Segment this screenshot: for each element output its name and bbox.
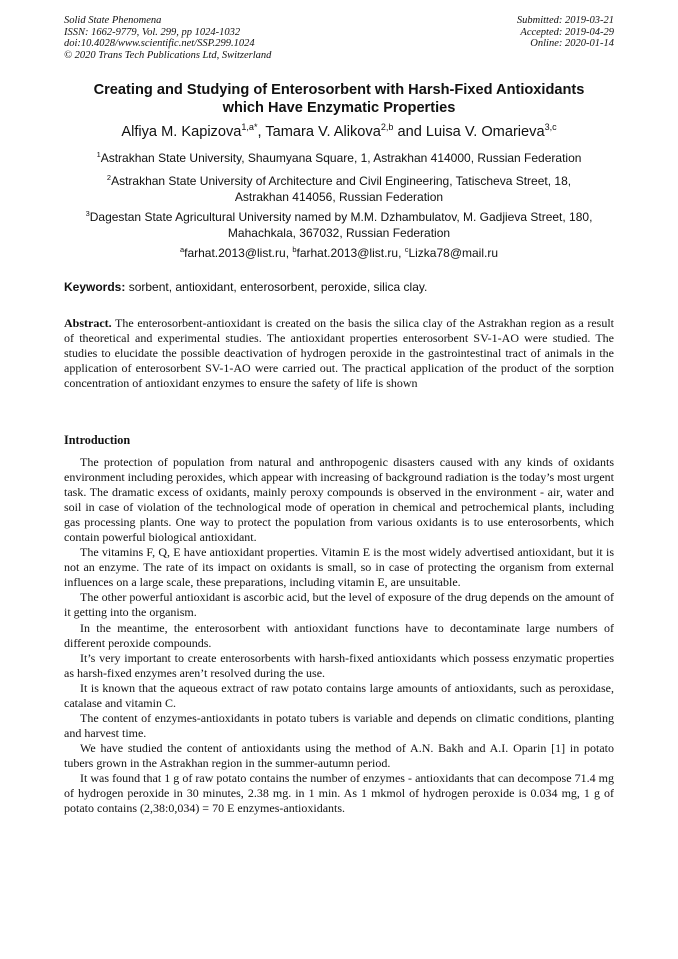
author-separator: , (257, 124, 266, 140)
affiliation-line (64, 173, 614, 189)
body-paragraph: We have studied the content of antioxidants using the method of A.N. Bakh and A.I. Oparin [1] in potato tubers grown in the Astrakhan region in the summer-autumn period. (64, 740, 614, 770)
email-link[interactable]: farhat.2013@list.ru (184, 246, 286, 260)
body-paragraph: The other powerful antioxidant is ascorbic acid, but the level of exposure of the drug depends on the amount of it getting into the organism. (64, 590, 614, 620)
email-mark: c (404, 245, 409, 254)
affiliation-mark: 1 (96, 150, 101, 159)
author-emails (64, 245, 614, 261)
affiliation-text: Astrakhan State University, Shaumyana Square, 1, Astrakhan 414000, Russian Federation (100, 151, 582, 165)
affiliation-line (64, 209, 614, 225)
email-mark: a (179, 245, 185, 254)
section-heading-introduction: Introduction (64, 433, 131, 447)
affiliation-mark: 3 (85, 209, 90, 218)
author-affiliation-mark: 1,a* (241, 122, 258, 133)
email-mark: b (292, 245, 297, 254)
author-separator: and (393, 124, 426, 140)
author-name: Luisa V. Omarieva (425, 124, 545, 140)
affiliation (64, 173, 614, 205)
affiliation-text: Astrakhan State University of Architecture and Civil Engineering, Tatischeva Street, 18, (111, 174, 572, 188)
abstract-label: Abstract. (64, 316, 112, 330)
author-list (60, 123, 618, 141)
body-paragraph: It was found that 1 g of raw potato contains the number of enzymes - antioxidants that can decompose 71.4 mg of hydrogen peroxide in 30 minutes, 2.38 mg. in 1 min. As 1 mkmol of hydrogen peroxide is 0.034 mg, 1 g of potato contains (2,38:0,034) = 70 E enzymes-antioxidants. (64, 770, 614, 816)
body-paragraph: The vitamins F, Q, E have antioxidant properties. Vitamin E is the most widely advertised antioxidant, but it is not an enzyme. The rate of its impact on oxidants is small, so in case of protecting the organism from external influences on a large scale, these preparations, including vitamin E, are unsuitable. (64, 545, 614, 590)
author-name: Alfiya M. Kapizova (121, 124, 242, 140)
affiliation-line: Mahachkala, 367032, Russian Federation (227, 226, 451, 240)
affiliation-line: Astrakhan 414056, Russian Federation (234, 190, 444, 204)
affiliation-mark: 2 (106, 173, 112, 182)
author-name: Tamara V. Alikova (265, 124, 381, 140)
online-date: Online: 2020-01-14 (530, 38, 614, 50)
paper-title (60, 81, 618, 117)
paper-title-line: which Have Enzymatic Properties (222, 100, 456, 116)
author-affiliation-mark: 3,c (544, 122, 557, 133)
paper-title-line: Creating and Studying of Enterosorbent with Harsh-Fixed Antioxidants (93, 82, 585, 98)
abstract-text: The enterosorbent-antioxidant is created on the basis the silica clay of the Astrakhan region as a result of theoretical and experimental studies. The antioxidant properties enterosorbent SV-1-AO were studied. The studies to elucidate the possible deactivation of hydrogen peroxide in the gastrointestinal tract of animals in the application of enterosorbent SV-1-AO were carried out. The practical application of the product of the sorption concentration of antioxidant enzymes to ensure the safety of life is shown (64, 316, 614, 391)
affiliation-line (64, 150, 614, 166)
affiliation (64, 150, 614, 166)
keywords (64, 279, 614, 295)
email-link[interactable]: farhat.2013@list.ru (296, 246, 399, 260)
journal-doi: doi:10.4028/www.scientific.net/SSP.299.1024 (64, 38, 255, 50)
keywords-label: Keywords: (64, 280, 126, 294)
body-paragraph: The protection of population from natural and anthropogenic disasters caused with any kinds of oxidants environment including peroxides, which appear with increasing of background radiation is the today’s most urgent task. The dramatic excess of oxidants, mainly peroxy compounds is observed in the environment - air, water and soil in case of violation of the technological mode of operation in chemical and petrochemical plants, including gas processing plants. One way to protect the population from various oxidants is to use enterosorbents, which contain powerful biological antioxidant. (64, 455, 614, 545)
body-paragraph: It’s very important to create enterosorbents with harsh-fixed antioxidants which possess enzymatic properties as harsh-fixed enzymes aren’t resolved during the use. (64, 650, 614, 680)
journal-issn: ISSN: 1662-9779, Vol. 299, pp 1024-1032 (64, 26, 241, 38)
journal-name: Solid State Phenomena (64, 15, 162, 26)
email-separator: , (398, 246, 405, 260)
author-affiliation-mark: 2,b (380, 122, 394, 133)
journal-info (64, 15, 271, 61)
body-paragraph: The content of enzymes-antioxidants in potato tubers is variable and depends on climatic conditions, planting and harvest time. (64, 710, 614, 740)
affiliation-text: Dagestan State Agricultural University named by M.M. Dzhambulatov, M. Gadjieva Street, 180, (89, 210, 593, 224)
submission-dates (517, 15, 614, 50)
body-paragraph: It is known that the aqueous extract of raw potato contains large amounts of antioxidants, such as peroxidase, catalase and vitamin C. (64, 680, 614, 710)
body-paragraph: In the meantime, the enterosorbent with antioxidant functions have to decontaminate large numbers of different peroxide compounds. (64, 620, 614, 650)
abstract (64, 316, 614, 391)
affiliation (64, 209, 614, 241)
journal-copyright: © 2020 Trans Tech Publications Ltd, Switzerland (64, 49, 272, 61)
accepted-date: Accepted: 2019-04-29 (520, 26, 614, 38)
email-link[interactable]: Lizka78@mail.ru (408, 246, 499, 260)
introduction-body (64, 455, 614, 816)
keywords-text: sorbent, antioxidant, enterosorbent, peroxide, silica clay. (125, 280, 428, 294)
email-separator: , (285, 246, 293, 260)
submitted-date: Submitted: 2019-03-21 (516, 15, 614, 26)
